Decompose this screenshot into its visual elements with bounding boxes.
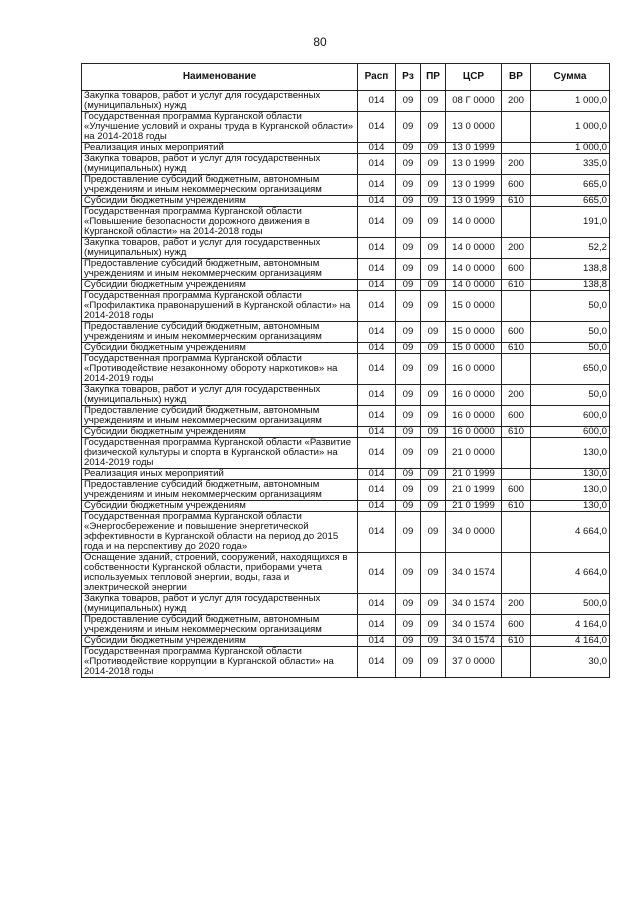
row-pr: 09 (421, 322, 446, 343)
table-row (82, 480, 610, 501)
row-rz: 09 (396, 291, 421, 322)
row-rz: 09 (396, 91, 421, 112)
row-vr: 610 (502, 343, 531, 354)
row-name: Субсидии бюджетным учреждениям (82, 427, 358, 438)
row-csr: 34 0 1574 (446, 553, 502, 594)
row-sum: 130,0 (531, 480, 610, 501)
row-rasp: 014 (358, 385, 396, 406)
row-vr (502, 512, 531, 553)
row-rasp: 014 (358, 343, 396, 354)
row-rasp: 014 (358, 112, 396, 143)
row-name: Субсидии бюджетным учреждениям (82, 343, 358, 354)
row-rz: 09 (396, 385, 421, 406)
row-pr: 09 (421, 175, 446, 196)
row-name: Субсидии бюджетным учреждениям (82, 501, 358, 512)
row-pr: 09 (421, 91, 446, 112)
row-sum: 4 664,0 (531, 512, 610, 553)
row-sum: 50,0 (531, 291, 610, 322)
row-rz: 09 (396, 322, 421, 343)
row-rasp: 014 (358, 280, 396, 291)
row-csr: 34 0 1574 (446, 615, 502, 636)
row-name: Предоставление субсидий бюджетным, автономным учреждениям и иным некоммерческим организациям (82, 259, 358, 280)
row-rasp: 014 (358, 438, 396, 469)
row-rz: 09 (396, 553, 421, 594)
row-name: Государственная программа Курганской области «Профилактика правонарушений в Курганской области» на 2014-2018 годы (82, 291, 358, 322)
row-rz: 09 (396, 512, 421, 553)
row-rz: 09 (396, 196, 421, 207)
row-sum: 4 164,0 (531, 615, 610, 636)
row-sum: 130,0 (531, 438, 610, 469)
row-rasp: 014 (358, 259, 396, 280)
row-pr: 09 (421, 343, 446, 354)
row-pr: 09 (421, 207, 446, 238)
row-pr: 09 (421, 427, 446, 438)
row-csr: 34 0 1574 (446, 594, 502, 615)
row-sum: 600,0 (531, 406, 610, 427)
row-name: Реализация иных мероприятий (82, 143, 358, 154)
row-vr (502, 647, 531, 678)
row-name: Субсидии бюджетным учреждениям (82, 280, 358, 291)
row-rasp: 014 (358, 594, 396, 615)
row-csr: 15 0 0000 (446, 291, 502, 322)
row-csr: 16 0 0000 (446, 427, 502, 438)
row-sum: 665,0 (531, 175, 610, 196)
row-rz: 09 (396, 501, 421, 512)
row-pr: 09 (421, 196, 446, 207)
row-rasp: 014 (358, 354, 396, 385)
row-csr: 13 0 1999 (446, 175, 502, 196)
table-row (82, 112, 610, 143)
row-name: Государственная программа Курганской области «Энергосбережение и повышение энергетической эффективности в Курганской области на период до 2015 года и на перспективу до 2020 года» (82, 512, 358, 553)
row-pr: 09 (421, 354, 446, 385)
row-csr: 15 0 0000 (446, 343, 502, 354)
row-sum: 335,0 (531, 154, 610, 175)
row-rz: 09 (396, 647, 421, 678)
row-vr: 200 (502, 385, 531, 406)
row-rasp: 014 (358, 553, 396, 594)
row-csr: 21 0 1999 (446, 469, 502, 480)
row-vr: 600 (502, 406, 531, 427)
table-row (82, 647, 610, 678)
row-sum: 1 000,0 (531, 91, 610, 112)
row-sum: 600,0 (531, 427, 610, 438)
row-sum: 138,8 (531, 280, 610, 291)
row-csr: 08 Г 0000 (446, 91, 502, 112)
row-csr: 14 0 0000 (446, 207, 502, 238)
row-rasp: 014 (358, 427, 396, 438)
row-rasp: 014 (358, 238, 396, 259)
table-row (82, 259, 610, 280)
row-sum: 1 000,0 (531, 143, 610, 154)
row-vr (502, 354, 531, 385)
row-name: Закупка товаров, работ и услуг для государственных (муниципальных) нужд (82, 594, 358, 615)
table-row (82, 594, 610, 615)
row-pr: 09 (421, 238, 446, 259)
row-rasp: 014 (358, 154, 396, 175)
table-row (82, 469, 610, 480)
row-rz: 09 (396, 238, 421, 259)
row-vr (502, 207, 531, 238)
row-rz: 09 (396, 636, 421, 647)
row-rz: 09 (396, 343, 421, 354)
row-rasp: 014 (358, 91, 396, 112)
row-pr: 09 (421, 280, 446, 291)
row-pr: 09 (421, 647, 446, 678)
row-rasp: 014 (358, 480, 396, 501)
row-pr: 09 (421, 636, 446, 647)
row-vr (502, 553, 531, 594)
row-vr: 600 (502, 175, 531, 196)
table-row (82, 406, 610, 427)
row-pr: 09 (421, 480, 446, 501)
row-vr: 200 (502, 154, 531, 175)
row-csr: 13 0 0000 (446, 112, 502, 143)
row-sum: 1 000,0 (531, 112, 610, 143)
row-vr: 610 (502, 427, 531, 438)
row-rasp: 014 (358, 512, 396, 553)
row-csr: 13 0 1999 (446, 196, 502, 207)
budget-table (81, 63, 610, 678)
row-rasp: 014 (358, 196, 396, 207)
row-rasp: 014 (358, 143, 396, 154)
row-pr: 09 (421, 501, 446, 512)
row-pr: 09 (421, 469, 446, 480)
row-vr (502, 469, 531, 480)
row-rasp: 014 (358, 501, 396, 512)
row-vr: 600 (502, 322, 531, 343)
row-rz: 09 (396, 354, 421, 385)
row-pr: 09 (421, 406, 446, 427)
row-rasp: 014 (358, 207, 396, 238)
row-rz: 09 (396, 112, 421, 143)
row-rasp: 014 (358, 469, 396, 480)
row-name: Государственная программа Курганской области «Противодействие незаконному обороту наркотиков» на 2014-2019 годы (82, 354, 358, 385)
row-rz: 09 (396, 175, 421, 196)
header-sum: Сумма (531, 64, 610, 91)
row-rasp: 014 (358, 647, 396, 678)
row-csr: 16 0 0000 (446, 354, 502, 385)
header-rasp: Расп (358, 64, 396, 91)
row-sum: 130,0 (531, 501, 610, 512)
row-csr: 16 0 0000 (446, 385, 502, 406)
table-row (82, 196, 610, 207)
row-vr: 610 (502, 501, 531, 512)
row-sum: 50,0 (531, 322, 610, 343)
row-vr (502, 438, 531, 469)
row-sum: 665,0 (531, 196, 610, 207)
row-pr: 09 (421, 385, 446, 406)
row-pr: 09 (421, 594, 446, 615)
row-csr: 13 0 1999 (446, 143, 502, 154)
row-pr: 09 (421, 259, 446, 280)
row-rz: 09 (396, 480, 421, 501)
row-vr (502, 291, 531, 322)
row-name: Предоставление субсидий бюджетным, автономным учреждениям и иным некоммерческим организациям (82, 480, 358, 501)
table-row (82, 512, 610, 553)
row-name: Государственная программа Курганской области «Повышение безопасности дорожного движения в Курганской области» на 2014-2018 годы (82, 207, 358, 238)
table-row (82, 91, 610, 112)
row-rz: 09 (396, 406, 421, 427)
row-rz: 09 (396, 469, 421, 480)
table-row (82, 175, 610, 196)
row-vr (502, 143, 531, 154)
row-name: Государственная программа Курганской области «Развитие физической культуры и спорта в Курганской области» на 2014-2019 годы (82, 438, 358, 469)
row-csr: 14 0 0000 (446, 238, 502, 259)
row-rz: 09 (396, 143, 421, 154)
row-sum: 191,0 (531, 207, 610, 238)
row-rasp: 014 (358, 636, 396, 647)
row-vr: 200 (502, 594, 531, 615)
row-rasp: 014 (358, 615, 396, 636)
row-name: Государственная программа Курганской области «Противодействие коррупции в Курганской области» на 2014-2018 годы (82, 647, 358, 678)
table-row (82, 207, 610, 238)
row-rz: 09 (396, 154, 421, 175)
row-sum: 52,2 (531, 238, 610, 259)
row-rz: 09 (396, 594, 421, 615)
row-sum: 50,0 (531, 343, 610, 354)
row-rasp: 014 (358, 291, 396, 322)
row-vr: 600 (502, 259, 531, 280)
row-rasp: 014 (358, 322, 396, 343)
table-row (82, 553, 610, 594)
row-vr (502, 112, 531, 143)
row-name: Предоставление субсидий бюджетным, автономным учреждениям и иным некоммерческим организациям (82, 175, 358, 196)
header-pr: ПР (421, 64, 446, 91)
table-row (82, 280, 610, 291)
table-header-row (82, 64, 610, 91)
header-rz: Рз (396, 64, 421, 91)
row-csr: 14 0 0000 (446, 280, 502, 291)
row-sum: 500,0 (531, 594, 610, 615)
row-name: Государственная программа Курганской области «Улучшение условий и охраны труда в Курганской области» на 2014-2018 годы (82, 112, 358, 143)
table-row (82, 291, 610, 322)
row-csr: 34 0 1574 (446, 636, 502, 647)
table-row (82, 385, 610, 406)
row-vr: 200 (502, 238, 531, 259)
row-sum: 4 164,0 (531, 636, 610, 647)
row-name: Предоставление субсидий бюджетным, автономным учреждениям и иным некоммерческим организациям (82, 406, 358, 427)
row-name: Субсидии бюджетным учреждениям (82, 196, 358, 207)
header-vr: ВР (502, 64, 531, 91)
row-vr: 600 (502, 480, 531, 501)
row-csr: 14 0 0000 (446, 259, 502, 280)
row-sum: 4 664,0 (531, 553, 610, 594)
row-rz: 09 (396, 207, 421, 238)
row-csr: 15 0 0000 (446, 322, 502, 343)
row-name: Закупка товаров, работ и услуг для государственных (муниципальных) нужд (82, 154, 358, 175)
row-pr: 09 (421, 512, 446, 553)
row-rz: 09 (396, 438, 421, 469)
row-sum: 650,0 (531, 354, 610, 385)
row-name: Закупка товаров, работ и услуг для государственных (муниципальных) нужд (82, 385, 358, 406)
row-name: Оснащение зданий, строений, сооружений, находящихся в собственности Курганской области, приборами учета используемых тепловой энергии, воды, газа и электрической энергии (82, 553, 358, 594)
row-csr: 13 0 1999 (446, 154, 502, 175)
table-row (82, 143, 610, 154)
header-csr: ЦСР (446, 64, 502, 91)
row-rasp: 014 (358, 175, 396, 196)
row-name: Закупка товаров, работ и услуг для государственных (муниципальных) нужд (82, 238, 358, 259)
row-sum: 138,8 (531, 259, 610, 280)
table-row (82, 438, 610, 469)
row-csr: 21 0 0000 (446, 438, 502, 469)
table-row (82, 238, 610, 259)
row-name: Закупка товаров, работ и услуг для государственных (муниципальных) нужд (82, 91, 358, 112)
row-vr: 600 (502, 615, 531, 636)
row-rz: 09 (396, 615, 421, 636)
table-row (82, 322, 610, 343)
row-csr: 16 0 0000 (446, 406, 502, 427)
table-row (82, 615, 610, 636)
table-row (82, 636, 610, 647)
row-pr: 09 (421, 112, 446, 143)
row-vr: 200 (502, 91, 531, 112)
row-pr: 09 (421, 154, 446, 175)
row-pr: 09 (421, 553, 446, 594)
row-pr: 09 (421, 291, 446, 322)
row-vr: 610 (502, 636, 531, 647)
page-number: 80 (313, 35, 327, 49)
row-name: Предоставление субсидий бюджетным, автономным учреждениям и иным некоммерческим организациям (82, 322, 358, 343)
table-row (82, 343, 610, 354)
table-row (82, 501, 610, 512)
row-name: Реализация иных мероприятий (82, 469, 358, 480)
row-csr: 37 0 0000 (446, 647, 502, 678)
row-pr: 09 (421, 438, 446, 469)
table-row (82, 427, 610, 438)
row-rasp: 014 (358, 406, 396, 427)
row-sum: 130,0 (531, 469, 610, 480)
row-pr: 09 (421, 143, 446, 154)
table-row (82, 354, 610, 385)
row-rz: 09 (396, 280, 421, 291)
row-vr: 610 (502, 280, 531, 291)
header-name: Наименование (82, 64, 358, 91)
row-csr: 34 0 0000 (446, 512, 502, 553)
row-name: Предоставление субсидий бюджетным, автономным учреждениям и иным некоммерческим организациям (82, 615, 358, 636)
row-sum: 30,0 (531, 647, 610, 678)
row-csr: 21 0 1999 (446, 480, 502, 501)
row-rz: 09 (396, 259, 421, 280)
row-pr: 09 (421, 615, 446, 636)
row-rz: 09 (396, 427, 421, 438)
table-row (82, 154, 610, 175)
row-name: Субсидии бюджетным учреждениям (82, 636, 358, 647)
row-csr: 21 0 1999 (446, 501, 502, 512)
row-vr: 610 (502, 196, 531, 207)
row-sum: 50,0 (531, 385, 610, 406)
